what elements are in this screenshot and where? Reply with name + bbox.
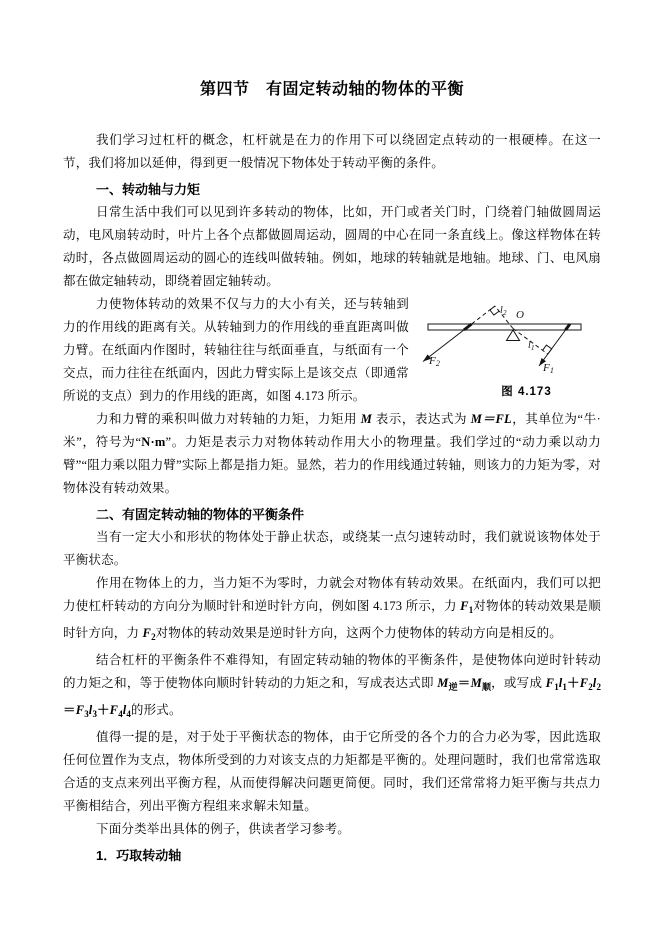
text-run: M xyxy=(360,412,373,426)
label-pivot-O: O xyxy=(516,309,525,321)
text-run: 下面分类举出具体的例子，供读者学习参考。 xyxy=(96,822,351,836)
text-run: M xyxy=(470,676,482,690)
f1-bar-crossing xyxy=(566,324,570,330)
text-run: 力和力臂的乘积叫做力对转轴的力矩，力矩用 xyxy=(96,412,361,426)
text-run: ＋ xyxy=(566,676,580,690)
text-run: 2 xyxy=(588,682,593,692)
text-run: 的形式。 xyxy=(130,703,182,717)
text-run: 值得一提的是，对于处于平衡状态的物体，由于它所受的各个力的合力必为零，因此选取任何位置作为支点，物体所受到的力对该支点的力矩都是平衡的。处理问题时，我们也常常选取合适的支点来列出平衡方程，从而使得解决问题更简便。同时，我们还常常将力矩平衡与共点力平衡相结合，列出平衡方程组来求解未知量。 xyxy=(63,730,601,813)
text-run: ＋ xyxy=(96,703,110,717)
text-run: 当有一定大小和形状的物体处于静止状态，或绕某一点匀速转动时，我们就说该物体处于平衡状态。 xyxy=(63,530,601,567)
text-run: 1 xyxy=(468,605,474,615)
text-run: ，其单位为“牛·米”，符号为“ xyxy=(63,412,601,449)
lever-bar xyxy=(428,324,581,330)
right-angle-mark-l1 xyxy=(543,345,552,354)
f2-bar-crossing xyxy=(464,324,472,330)
text-run: ，或写成 xyxy=(491,676,546,690)
text-run: ＝ xyxy=(457,676,471,690)
paragraph-equilibrium-state xyxy=(63,526,601,572)
label-moment-arm-l1: $l_1$ xyxy=(528,340,535,352)
text-run: F xyxy=(75,703,85,717)
text-run: 4 xyxy=(126,709,131,719)
text-run: 1 xyxy=(562,682,567,692)
pivot-triangle xyxy=(507,330,520,341)
text-run: 3 xyxy=(84,709,89,719)
text-run: l xyxy=(88,703,93,717)
figure-4-173 xyxy=(419,297,601,404)
paragraph-moment-arm xyxy=(63,293,601,408)
text-run: 4 xyxy=(118,709,123,719)
text-run: l xyxy=(558,676,563,690)
text-run: N·m xyxy=(141,435,166,449)
section-heading-2: 二、有固定转动轴的物体的平衡条件 xyxy=(96,507,305,522)
text-run: ＝ xyxy=(63,703,76,717)
text-run: 逆 xyxy=(448,682,458,692)
paragraph-torque-definition xyxy=(63,408,601,500)
paragraph-intro xyxy=(63,129,601,175)
paragraph-examples-intro xyxy=(63,818,601,841)
lever-torque-diagram xyxy=(419,297,601,377)
text-run: 作用在物体上的力，当力矩不为零时，力就会对物体有转动效果。在纸面内，我们可以把力使杠杆转动的方向分为顺时针和逆时针方向，例如图 4.173 所示，力 xyxy=(63,576,601,613)
text-run: M＝FL xyxy=(470,412,512,426)
text-run: 1 xyxy=(554,682,559,692)
text-run: F xyxy=(545,676,555,690)
figure-caption: 图 4.173 xyxy=(501,386,552,398)
text-run: 对物体的转动效果是顺时针方向，力 xyxy=(63,599,601,640)
text-run: 2 xyxy=(596,682,601,692)
label-force-F2: F2 xyxy=(429,355,441,368)
label-moment-arm-l2: $l_2$ xyxy=(500,305,507,317)
text-run: 对物体的转动效果是逆时针方向，这两个力使物体的转动方向是相反的。 xyxy=(155,626,562,640)
text-run: ”。力矩是表示力对物体转动作用大小的物理量。我们学过的“动力乘以动力臂”“阻力乘以阻力臂”实际上都是指力矩。显然，若力的作用线通过转轴，则该力的力矩为零，对物体没有转动效果。 xyxy=(63,435,601,495)
text-run: l xyxy=(122,703,127,717)
text-run: 顺 xyxy=(481,682,492,692)
paragraph-rotation-directions xyxy=(63,572,601,649)
text-run: 我们学习过杠杆的概念，杠杆就是在力的作用下可以绕固定点转动的一根硬棒。在这一节，我们将加以延伸，得到更一般情况下物体处于转动平衡的条件。 xyxy=(63,133,601,170)
page-title: 第四节 有固定转动轴的物体的平衡 xyxy=(199,81,464,98)
section-heading-1: 一、转动轴与力矩 xyxy=(96,182,201,197)
subsection-heading-1: 1．巧取转动轴 xyxy=(96,848,182,863)
text-run: 日常生活中我们可以见到许多转动的物体，比如，开门或者关门时，门绕着门轴做圆周运动，电风扇转动时，叶片上各个点都做圆周运动，圆周的中心在同一条直线上。像这样物体在转动时，各点做圆周运动的圆心的连线叫做转轴。例如，地球的转轴就是地轴。地球、门、电风扇都在做定轴转动，即绕着固定轴转动。 xyxy=(63,205,601,288)
text-run: F xyxy=(579,676,589,690)
text-run: 结合杠杆的平衡条件不难得知，有固定转动轴的物体的平衡条件，是使物体向逆时针转动的力矩之和，等于使物体向顺时针转动的力矩之和，写成表达式即 xyxy=(63,653,601,690)
text-run: 表示，表达式为 xyxy=(372,412,471,426)
text-run: 力使物体转动的效果不仅与力的大小有关，还与转轴到力的作用线的距离有关。从转轴到力的作用线的垂直距离叫做力臂。在纸面内作图时，转轴往往与纸面垂直，与纸面有一个交点，而力往往在纸面内，因此力臂实际上是该交点（即通常所说的支点）到力的作用线的距离，如图 4.173 所示。 xyxy=(63,297,409,403)
paragraph-pivot-choice xyxy=(63,726,601,818)
text-run: M xyxy=(437,676,449,690)
text-run: l xyxy=(592,676,597,690)
right-angle-mark-l2 xyxy=(490,306,499,315)
paragraph-equilibrium-condition-formula xyxy=(63,649,601,726)
label-force-F1: F1 xyxy=(543,362,555,375)
text-run: F xyxy=(109,703,119,717)
text-run: F xyxy=(142,626,152,640)
text-run: 3 xyxy=(92,709,97,719)
paragraph-rotation-axis xyxy=(63,201,601,293)
text-run: 2 xyxy=(151,632,156,642)
text-run: F xyxy=(460,599,469,613)
